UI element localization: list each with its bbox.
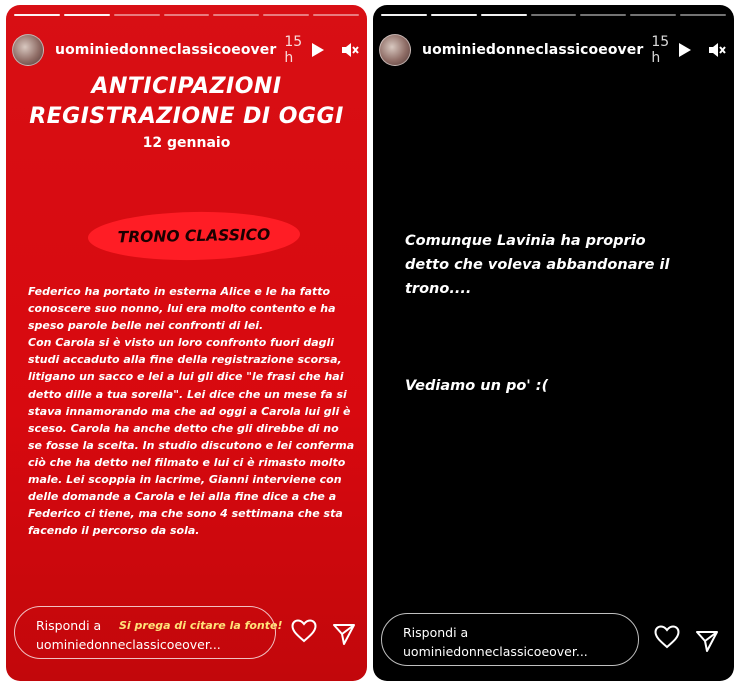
reply-input[interactable] xyxy=(14,606,283,659)
username-link[interactable]: uominiedonneclassicoeover xyxy=(422,42,644,58)
progress-segment xyxy=(263,14,309,16)
story-text-1: Comunque Lavinia ha proprio detto che voleva abbandonare il trono.... xyxy=(405,233,670,297)
story-text-2: Vediamo un po' :( xyxy=(405,378,549,394)
mute-icon[interactable] xyxy=(341,42,359,58)
progress-segment xyxy=(114,14,160,16)
progress-segment xyxy=(164,14,210,16)
progress-segment xyxy=(64,14,110,16)
section-label: TRONO CLASSICO xyxy=(117,225,271,247)
story-header xyxy=(12,33,359,67)
heart-icon[interactable] xyxy=(291,619,317,643)
reply-username: uominiedonneclassicoeover... xyxy=(403,644,588,659)
post-time: 15 h xyxy=(651,34,670,66)
send-icon[interactable] xyxy=(332,622,356,646)
story-title-line2: REGISTRAZIONE DI OGGI xyxy=(29,104,344,129)
story-panel-2[interactable] xyxy=(373,5,734,681)
progress-segment xyxy=(481,14,527,16)
play-icon[interactable] xyxy=(678,42,692,58)
story-body-text: Federico ha portato in esterna Alice e le ha fatto conoscere suo nonno, lui era molto contento e ha speso parole belle nei confronti di lei. Con Carola si è visto un loro confronto fuori dagli studi accaduto alla fine della registrazione scorsa, litigano un sacco e lei a lui gli dice "le frasi che hai detto dille a tua sorella". Lei dice che un mese fa si stava innamorando ma che ad oggi a Carola lui gli è sceso. Carola ha anche detto che gli direbbe di no se fosse la scelta. In studio discutono e lei conferma ciò che ha detto nel filmato e lui ci è rimasto molto male. Lei scoppia in lacrime, Gianni interviene con delle domande a Carola e lei alla fine dice a che a Federico ci tiene, ma che sono 4 settimana che sta facendo il percorso da sola. xyxy=(28,285,355,538)
progress-segment xyxy=(213,14,259,16)
play-icon[interactable] xyxy=(311,42,325,58)
story-title-line1: ANTICIPAZIONI xyxy=(91,74,282,99)
avatar[interactable] xyxy=(379,34,411,66)
reply-label: Rispondi a xyxy=(36,618,102,633)
progress-segment xyxy=(14,14,60,16)
post-time: 15 h xyxy=(284,34,303,66)
story-date: 12 gennaio xyxy=(142,135,231,151)
reply-input[interactable] xyxy=(381,613,639,666)
progress-segment xyxy=(630,14,676,16)
story-progress-bar xyxy=(381,14,726,17)
story-header xyxy=(379,33,726,67)
heart-icon[interactable] xyxy=(654,625,680,649)
progress-segment xyxy=(531,14,577,16)
progress-segment xyxy=(381,14,427,16)
reply-username: uominiedonneclassicoeover... xyxy=(36,637,221,652)
progress-segment xyxy=(313,14,359,16)
reply-label: Rispondi a xyxy=(403,625,469,640)
source-sticker-text: Si prega di citare la fonte! xyxy=(119,619,283,632)
avatar[interactable] xyxy=(12,34,44,66)
send-icon[interactable] xyxy=(695,629,719,653)
progress-segment xyxy=(680,14,726,16)
story-progress-bar xyxy=(14,14,359,17)
progress-segment xyxy=(431,14,477,16)
mute-icon[interactable] xyxy=(708,42,726,58)
progress-segment xyxy=(580,14,626,16)
story-panel-1[interactable] xyxy=(6,5,367,681)
section-label-pill xyxy=(88,210,301,262)
username-link[interactable]: uominiedonneclassicoeover xyxy=(55,42,277,58)
